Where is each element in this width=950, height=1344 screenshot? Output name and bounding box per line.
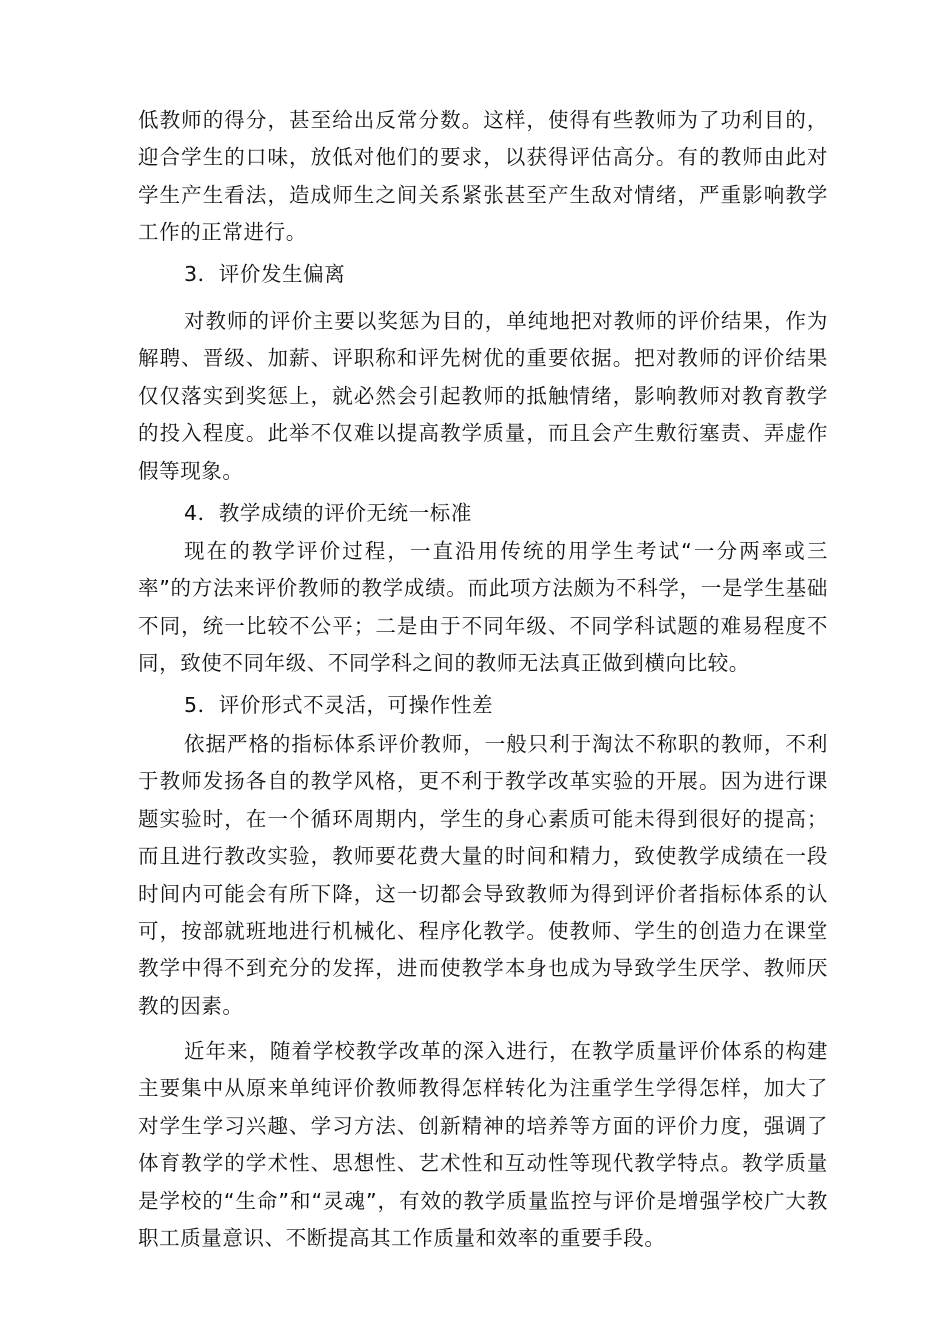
- section-4-heading: 4．教学成绩的评价无统一标准: [184, 501, 472, 525]
- section-5-heading: 5．评价形式不灵活，可操作性差: [184, 693, 494, 717]
- section-5-body: 依据严格的指标体系评价教师，一般只利于淘汰不称职的教师，不利于教师发扬各自的教学风格，更不利于教学改革实验的开展。因为进行课题实验时，在一个循环周期内，学生的身心素质可能未得到很好的提高；而且进行教改实验，教师要花费大量的时间和精力，致使教学成绩在一段时间内可能会有所下降，这一切都会导致教师为得到评价者指标体系的认可，按部就班地进行机械化、程序化教学。使教师、学生的创造力在课堂教学中得不到充分的发挥，进而使教学本身也成为导致学生厌学、教师厌教的因素。: [138, 732, 828, 1018]
- section-3-heading: 3．评价发生偏离: [184, 262, 346, 286]
- section-4-body: 现在的教学评价过程，一直沿用传统的用学生考试“一分两率或三率”的方法来评价教师的教学成绩。而此项方法颇为不科学，一是学生基础不同，统一比较不公平；二是由于不同年级、不同学科试题的难易程度不同，致使不同年级、不同学科之间的教师无法真正做到横向比较。: [138, 539, 828, 676]
- closing-paragraph: 近年来，随着学校教学改革的深入进行，在教学质量评价体系的构建主要集中从原来单纯评价教师教得怎样转化为注重学生学得怎样，加大了对学生学习兴趣、学习方法、创新精神的培养等方面的评价力度，强调了体育教学的学术性、思想性、艺术性和互动性等现代教学特点。教学质量是学校的“生命”和“灵魂”，有效的教学质量监控与评价是增强学校广大教职工质量意识、不断提高其工作质量和效率的重要手段。: [138, 1039, 828, 1251]
- paragraph-continuation: 低教师的得分，甚至给出反常分数。这样，使得有些教师为了功利目的，迎合学生的口味，放低对他们的要求，以获得评估高分。有的教师由此对学生产生看法，造成师生之间关系紧张甚至产生敌对情绪，严重影响教学工作的正常进行。: [138, 108, 828, 245]
- section-3-body: 对教师的评价主要以奖惩为目的，单纯地把对教师的评价结果，作为解聘、晋级、加薪、评职称和评先树优的重要依据。把对教师的评价结果仅仅落实到奖惩上，就必然会引起教师的抵触情绪，影响教师对教育教学的投入程度。此举不仅难以提高教学质量，而且会产生敷衍塞责、弄虚作假等现象。: [138, 309, 828, 483]
